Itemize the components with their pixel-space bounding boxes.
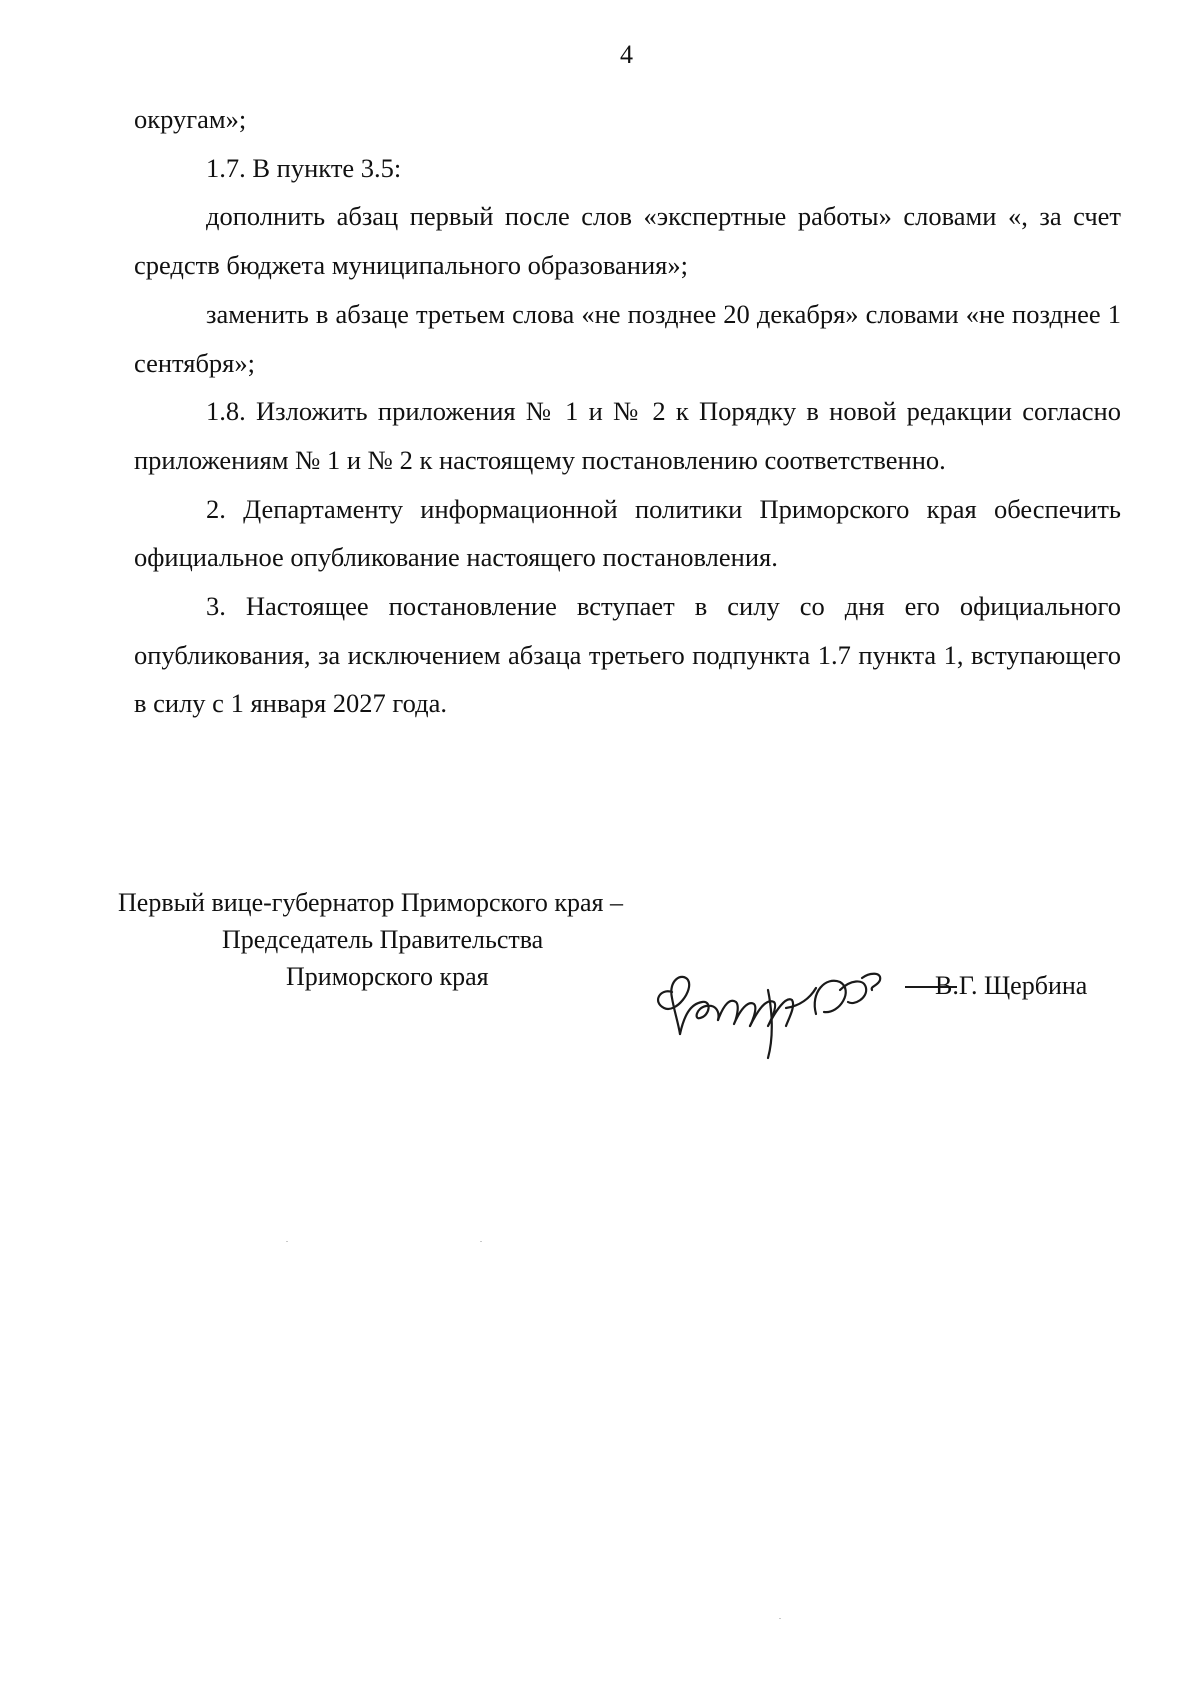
paragraph-amendment-1: дополнить абзац первый после слов «экспертные работы» словами «, за счет средств бюджета муниципального образования»; — [134, 201, 1121, 281]
scan-artifact — [779, 1618, 781, 1619]
signatory-name: В.Г. Щербина — [935, 971, 1088, 1000]
paragraph-item-1-7: 1.7. В пункте 3.5: — [206, 152, 402, 183]
paragraph-item-3: 3. Настоящее постановление вступает в силу со дня его официального опубликования, за исключением абзаца третьего подпункта 1.7 пункта 1, вступающего в силу с 1 января 2027 года. — [134, 591, 1121, 719]
paragraph-amendment-2: заменить в абзаце третьем слова «не позднее 20 декабря» словами «не позднее 1 сентября»; — [134, 298, 1121, 378]
paragraph-item-1-8: 1.8. Изложить приложения № 1 и № 2 к Порядку в новой редакции согласно приложениям № 1 и № 2 к настоящему постановлению соответственно. — [134, 396, 1121, 475]
document-body — [134, 95, 1121, 728]
handwritten-signature — [650, 950, 930, 1070]
scan-artifact — [480, 1241, 482, 1242]
signatory-title-line-3: Приморского края — [286, 962, 489, 991]
signatory-title-line-2: Председатель Правительства — [222, 925, 544, 954]
paragraph-continuation: округам»; — [134, 104, 247, 134]
signatory-title — [118, 884, 623, 995]
signatory-title-line-1: Первый вице-губернатор Приморского края – — [118, 888, 623, 917]
paragraph-item-2: 2. Департаменту информационной политики Приморского края обеспечить официальное опубликование настоящего постановления. — [134, 493, 1121, 573]
page-number: 4 — [620, 40, 633, 69]
scan-artifact — [286, 1241, 288, 1242]
